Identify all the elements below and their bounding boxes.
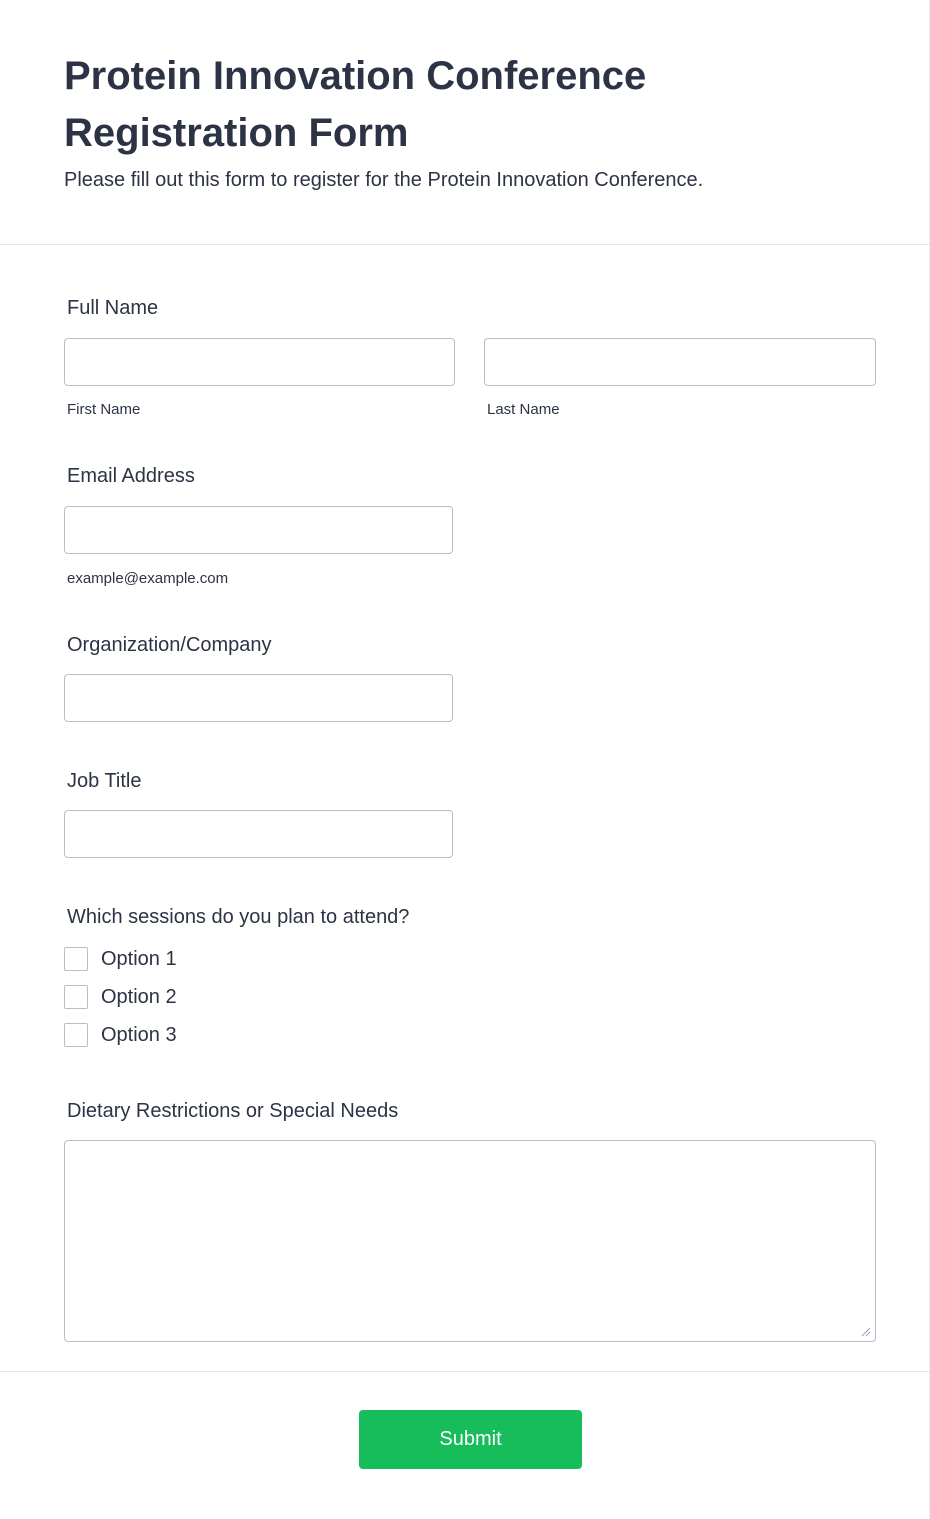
session-option-2[interactable]	[64, 984, 177, 1010]
session-option-2-checkbox[interactable]	[64, 985, 88, 1009]
email-input[interactable]	[64, 506, 453, 554]
form-subtitle: Please fill out this form to register for the Protein Innovation Conference.	[64, 169, 704, 191]
email-label: Email Address	[67, 465, 195, 487]
last-name-input[interactable]	[484, 338, 876, 386]
session-option-3-checkbox[interactable]	[64, 1023, 88, 1047]
job-title-label: Job Title	[67, 770, 142, 792]
session-option-1-label[interactable]: Option 1	[101, 948, 177, 970]
form-title: Protein Innovation Conference Registration Form	[64, 54, 647, 155]
session-option-3-label[interactable]: Option 3	[101, 1024, 177, 1046]
full-name-label: Full Name	[67, 297, 159, 319]
form-header	[0, 0, 930, 245]
organization-input[interactable]	[64, 674, 453, 722]
session-option-1[interactable]	[64, 946, 177, 972]
footer-divider	[0, 1371, 930, 1372]
submit-button[interactable]: Submit	[359, 1410, 582, 1469]
first-name-input[interactable]	[64, 338, 455, 386]
dietary-textarea[interactable]	[64, 1140, 876, 1342]
session-option-3[interactable]	[64, 1022, 177, 1048]
sessions-label: Which sessions do you plan to attend?	[67, 906, 410, 928]
session-option-1-checkbox[interactable]	[64, 947, 88, 971]
organization-label: Organization/Company	[67, 634, 272, 656]
session-option-2-label[interactable]: Option 2	[101, 986, 177, 1008]
dietary-label: Dietary Restrictions or Special Needs	[67, 1100, 399, 1122]
job-title-input[interactable]	[64, 810, 453, 858]
last-name-sublabel: Last Name	[487, 401, 560, 418]
email-sublabel: example@example.com	[67, 570, 229, 587]
resize-grip-icon[interactable]	[860, 1326, 870, 1336]
first-name-sublabel: First Name	[67, 401, 141, 418]
